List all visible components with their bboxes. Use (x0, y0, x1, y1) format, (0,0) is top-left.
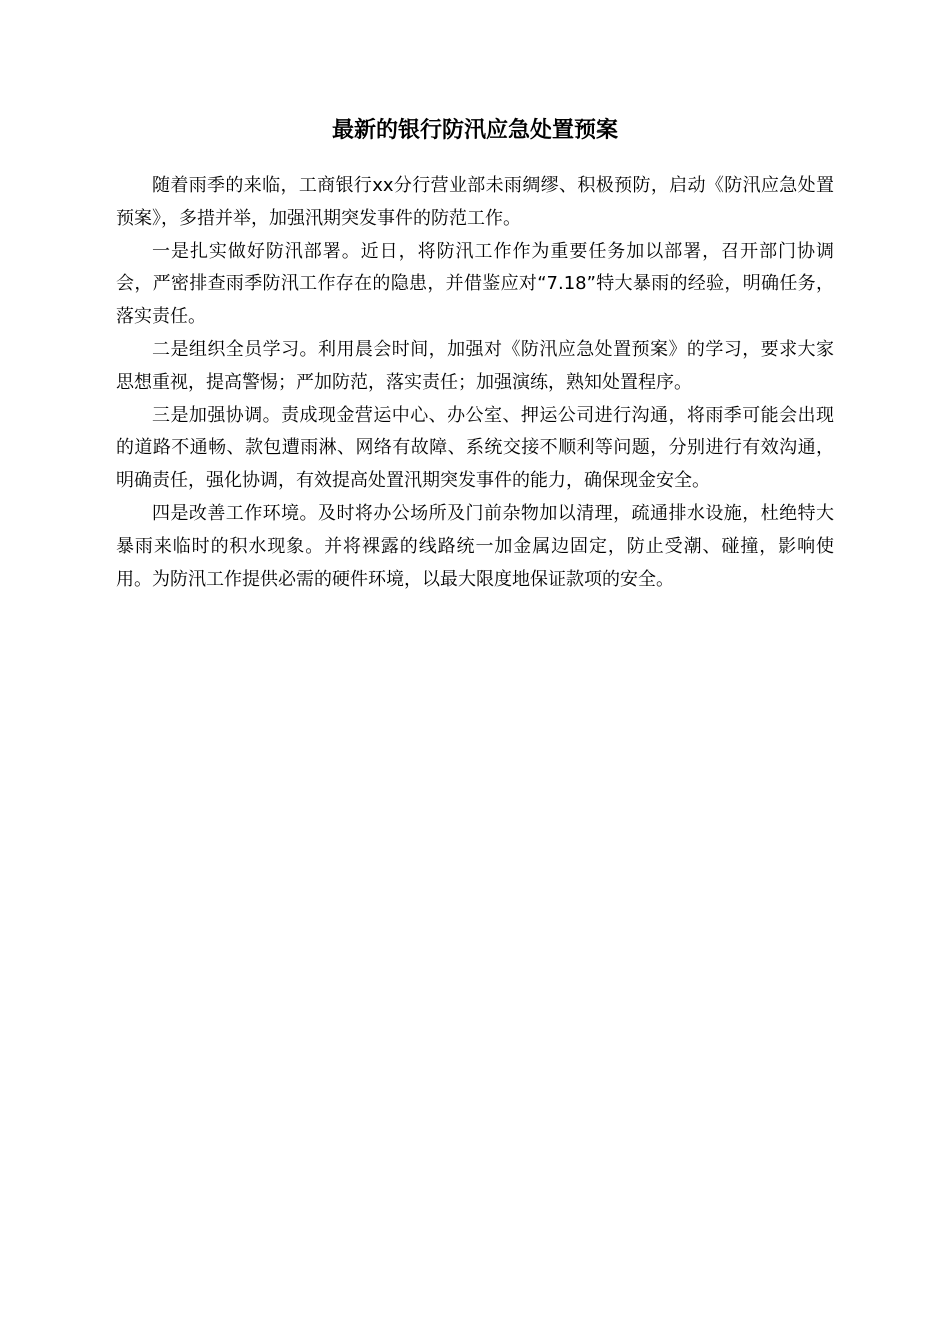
paragraph-deployment: 一是扎实做好防汛部署。近日，将防汛工作作为重要任务加以部署，召开部门协调会，严密排查雨季防汛工作存在的隐患，并借鉴应对“7.18”特大暴雨的经验，明确任务，落实责任。 (116, 240, 834, 328)
paragraph-study: 二是组织全员学习。利用晨会时间，加强对《防汛应急处置预案》的学习，要求大家思想重视，提高警惕；严加防范，落实责任；加强演练，熟知处置程序。 (116, 338, 834, 393)
paragraph-intro: 随着雨季的来临，工商银行xx分行营业部未雨绸缪、积极预防，启动《防汛应急处置预案》，多措并举，加强汛期突发事件的防范工作。 (116, 175, 834, 229)
paragraph-coordination: 三是加强协调。责成现金营运中心、办公室、押运公司进行沟通，将雨季可能会出现的道路不通畅、款包遭雨淋、网络有故障、系统交接不顺利等问题，分别进行有效沟通，明确责任，强化协调，有效提高处置汛期突发事件的能力，确保现金安全。 (116, 404, 834, 492)
paragraph-environment: 四是改善工作环境。及时将办公场所及门前杂物加以清理，疏通排水设施，杜绝特大暴雨来临时的积水现象。并将裸露的线路统一加金属边固定，防止受潮、碰撞，影响使用。为防汛工作提供必需的硬件环境，以最大限度地保证款项的安全。 (116, 502, 834, 590)
document-title: 最新的银行防汛应急处置预案 (331, 118, 618, 143)
document-body (116, 170, 834, 596)
